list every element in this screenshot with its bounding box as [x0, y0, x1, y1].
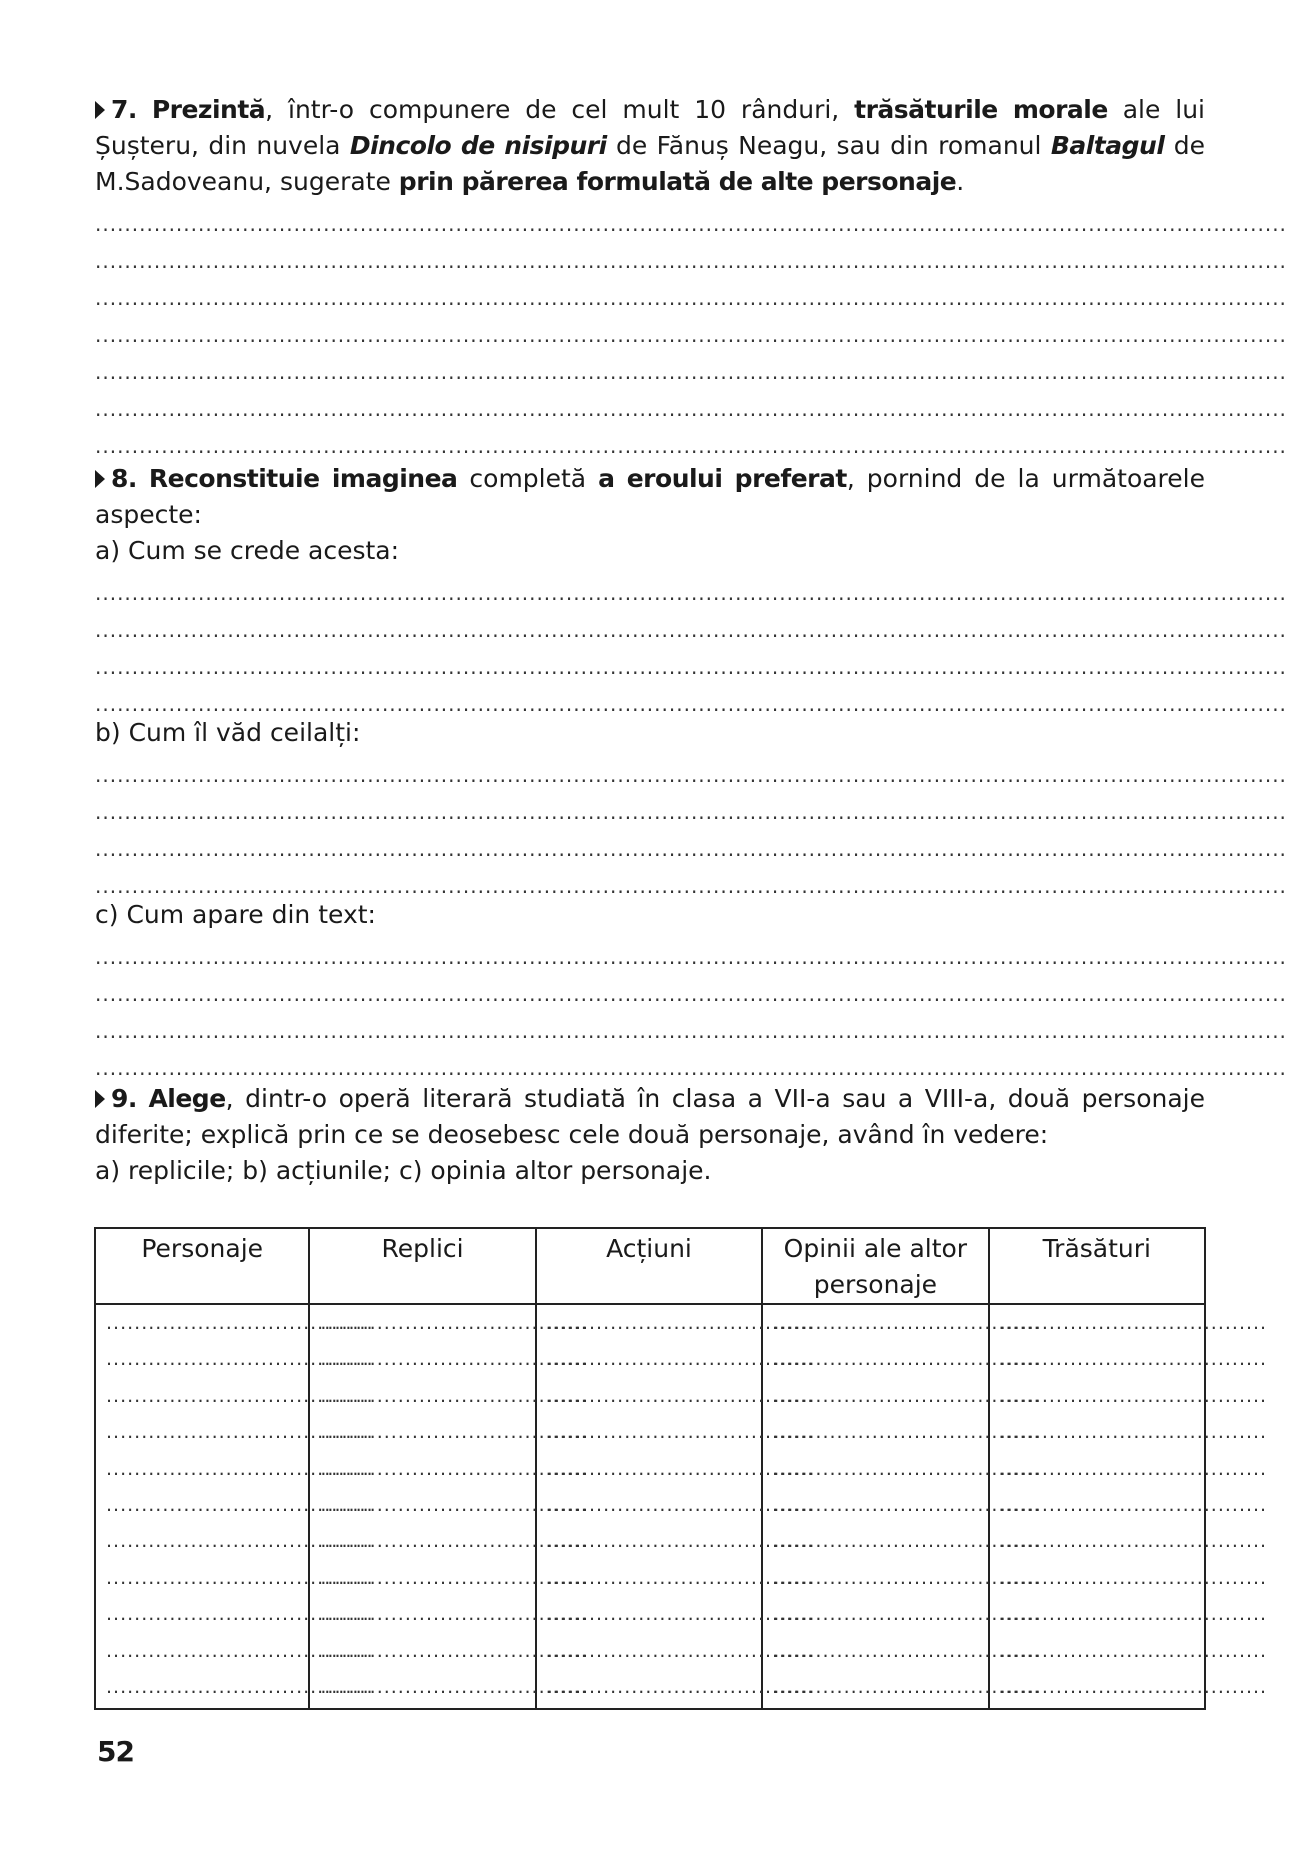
question-8-bold: a eroului preferat	[598, 464, 847, 493]
question-8-text: , pornind de la următoarele aspecte:	[95, 464, 1205, 529]
triangle-bullet-icon	[95, 101, 105, 119]
cell-dotted-lines[interactable]: ...................................... ...................................... ...................................... ...................................... ...................................... ...................................... ...................................... ...................................... ...................................... ...................................... ......................................	[320, 1312, 588, 1699]
answer-lines-8a[interactable]	[95, 569, 1287, 716]
answer-lines-8b[interactable]	[95, 751, 1287, 898]
answer-line[interactable]: ..................................................................................................................................................................	[95, 286, 1287, 310]
answer-lines-7[interactable]	[95, 200, 1287, 458]
cell-dotted-lines[interactable]: ...................................... ...................................... ...................................... ...................................... ...................................... ...................................... ...................................... ...................................... ...................................... ...................................... ......................................	[773, 1312, 1041, 1699]
page-number: 52	[97, 1735, 134, 1768]
question-7-number: 7.	[111, 95, 137, 124]
question-7-verb: Prezintă	[151, 95, 266, 124]
question-7-text: de Fănuș Neagu, sau din romanul	[606, 131, 1051, 160]
answer-line[interactable]: ..................................................................................................................................................................	[95, 397, 1287, 421]
answer-line[interactable]: ..................................................................................................................................................................	[95, 800, 1287, 824]
question-9-bold: Alege	[148, 1084, 226, 1113]
column-header-personaje: Personaje	[95, 1228, 309, 1304]
question-7-text: de M.Sadoveanu, sugerate	[95, 131, 1205, 196]
answer-line[interactable]: ..................................................................................................................................................................	[95, 837, 1287, 861]
question-9-number: 9.	[111, 1084, 137, 1113]
column-header-trasaturi: Trăsături	[989, 1228, 1205, 1304]
answer-line[interactable]: ..................................................................................................................................................................	[95, 874, 1287, 898]
column-header-opinii: Opinii ale altor personaje	[762, 1228, 988, 1304]
comparison-table	[94, 1227, 1268, 1710]
worksheet-page	[95, 92, 1287, 1189]
answer-line[interactable]: ..................................................................................................................................................................	[95, 360, 1287, 384]
answer-cell-actiuni[interactable]	[536, 1304, 815, 1709]
question-9-criteria: a) replicile; b) acțiunile; c) opinia altor personaje.	[95, 1156, 712, 1185]
answer-lines-8c[interactable]	[95, 933, 1287, 1080]
question-8	[95, 461, 1205, 533]
answer-line[interactable]: ..................................................................................................................................................................	[95, 249, 1287, 273]
question-8-text: completă	[457, 464, 599, 493]
cell-dotted-lines[interactable]: ...................................... ...................................... ...................................... ...................................... ...................................... ...................................... ...................................... ...................................... ...................................... ...................................... ......................................	[999, 1312, 1268, 1699]
triangle-bullet-icon	[95, 1090, 105, 1108]
answer-line[interactable]: ..................................................................................................................................................................	[95, 1019, 1287, 1043]
answer-cell-trasaturi[interactable]	[989, 1304, 1268, 1709]
question-7-text: ale lui Șușteru, din nuvela	[95, 95, 1205, 160]
question-7-bold: trăsăturile morale	[854, 95, 1108, 124]
question-8-part-a: a) Cum se crede acesta:	[95, 536, 400, 565]
column-header-actiuni: Acțiuni	[536, 1228, 762, 1304]
answer-line[interactable]: ..................................................................................................................................................................	[95, 1056, 1287, 1080]
table-row	[95, 1304, 1205, 1709]
question-7-text: .	[956, 167, 965, 196]
question-7-work-title: Baltagul	[1050, 131, 1165, 160]
answer-line[interactable]: ..................................................................................................................................................................	[95, 945, 1287, 969]
table-header-row	[95, 1228, 1205, 1304]
answer-line[interactable]: ..................................................................................................................................................................	[95, 212, 1287, 236]
answer-cell-personaje[interactable]	[95, 1304, 374, 1709]
question-7-bold: prin părerea formulată de alte personaje	[398, 167, 957, 196]
answer-line[interactable]: ..................................................................................................................................................................	[95, 323, 1287, 347]
question-7	[95, 92, 1205, 200]
question-8-part-c: c) Cum apare din text:	[95, 900, 376, 929]
answer-line[interactable]: ..................................................................................................................................................................	[95, 692, 1287, 716]
question-8-bold: Reconstituie imaginea	[148, 464, 458, 493]
question-8-part-b: b) Cum îl văd ceilalți:	[95, 718, 361, 747]
answer-line[interactable]: ..................................................................................................................................................................	[95, 655, 1287, 679]
answer-cell-replici[interactable]	[309, 1304, 588, 1709]
column-header-replici: Replici	[309, 1228, 535, 1304]
cell-dotted-lines[interactable]: ...................................... ...................................... ...................................... ...................................... ...................................... ...................................... ...................................... ...................................... ...................................... ...................................... ......................................	[106, 1312, 374, 1699]
question-9	[95, 1081, 1205, 1153]
question-7-work-title: Dincolo de nisipuri	[349, 131, 607, 160]
triangle-bullet-icon	[95, 470, 105, 488]
answer-line[interactable]: ..................................................................................................................................................................	[95, 763, 1287, 787]
cell-dotted-lines[interactable]: ...................................... ...................................... ...................................... ...................................... ...................................... ...................................... ...................................... ...................................... ...................................... ...................................... ......................................	[546, 1312, 815, 1699]
answer-line[interactable]: ..................................................................................................................................................................	[95, 618, 1287, 642]
question-7-text: , într-o compunere de cel mult 10 rânduri,	[265, 95, 855, 124]
answer-line[interactable]: ..................................................................................................................................................................	[95, 581, 1287, 605]
answer-cell-opinii[interactable]	[762, 1304, 1041, 1709]
question-8-number: 8.	[111, 464, 137, 493]
answer-line[interactable]: ..................................................................................................................................................................	[95, 434, 1287, 458]
answer-line[interactable]: ..................................................................................................................................................................	[95, 982, 1287, 1006]
question-9-text: , dintr-o operă literară studiată în clasa a VII-a sau a VIII-a, două personaje diferite; explică prin ce se deosebesc cele două personaje, având în vedere:	[95, 1084, 1205, 1149]
